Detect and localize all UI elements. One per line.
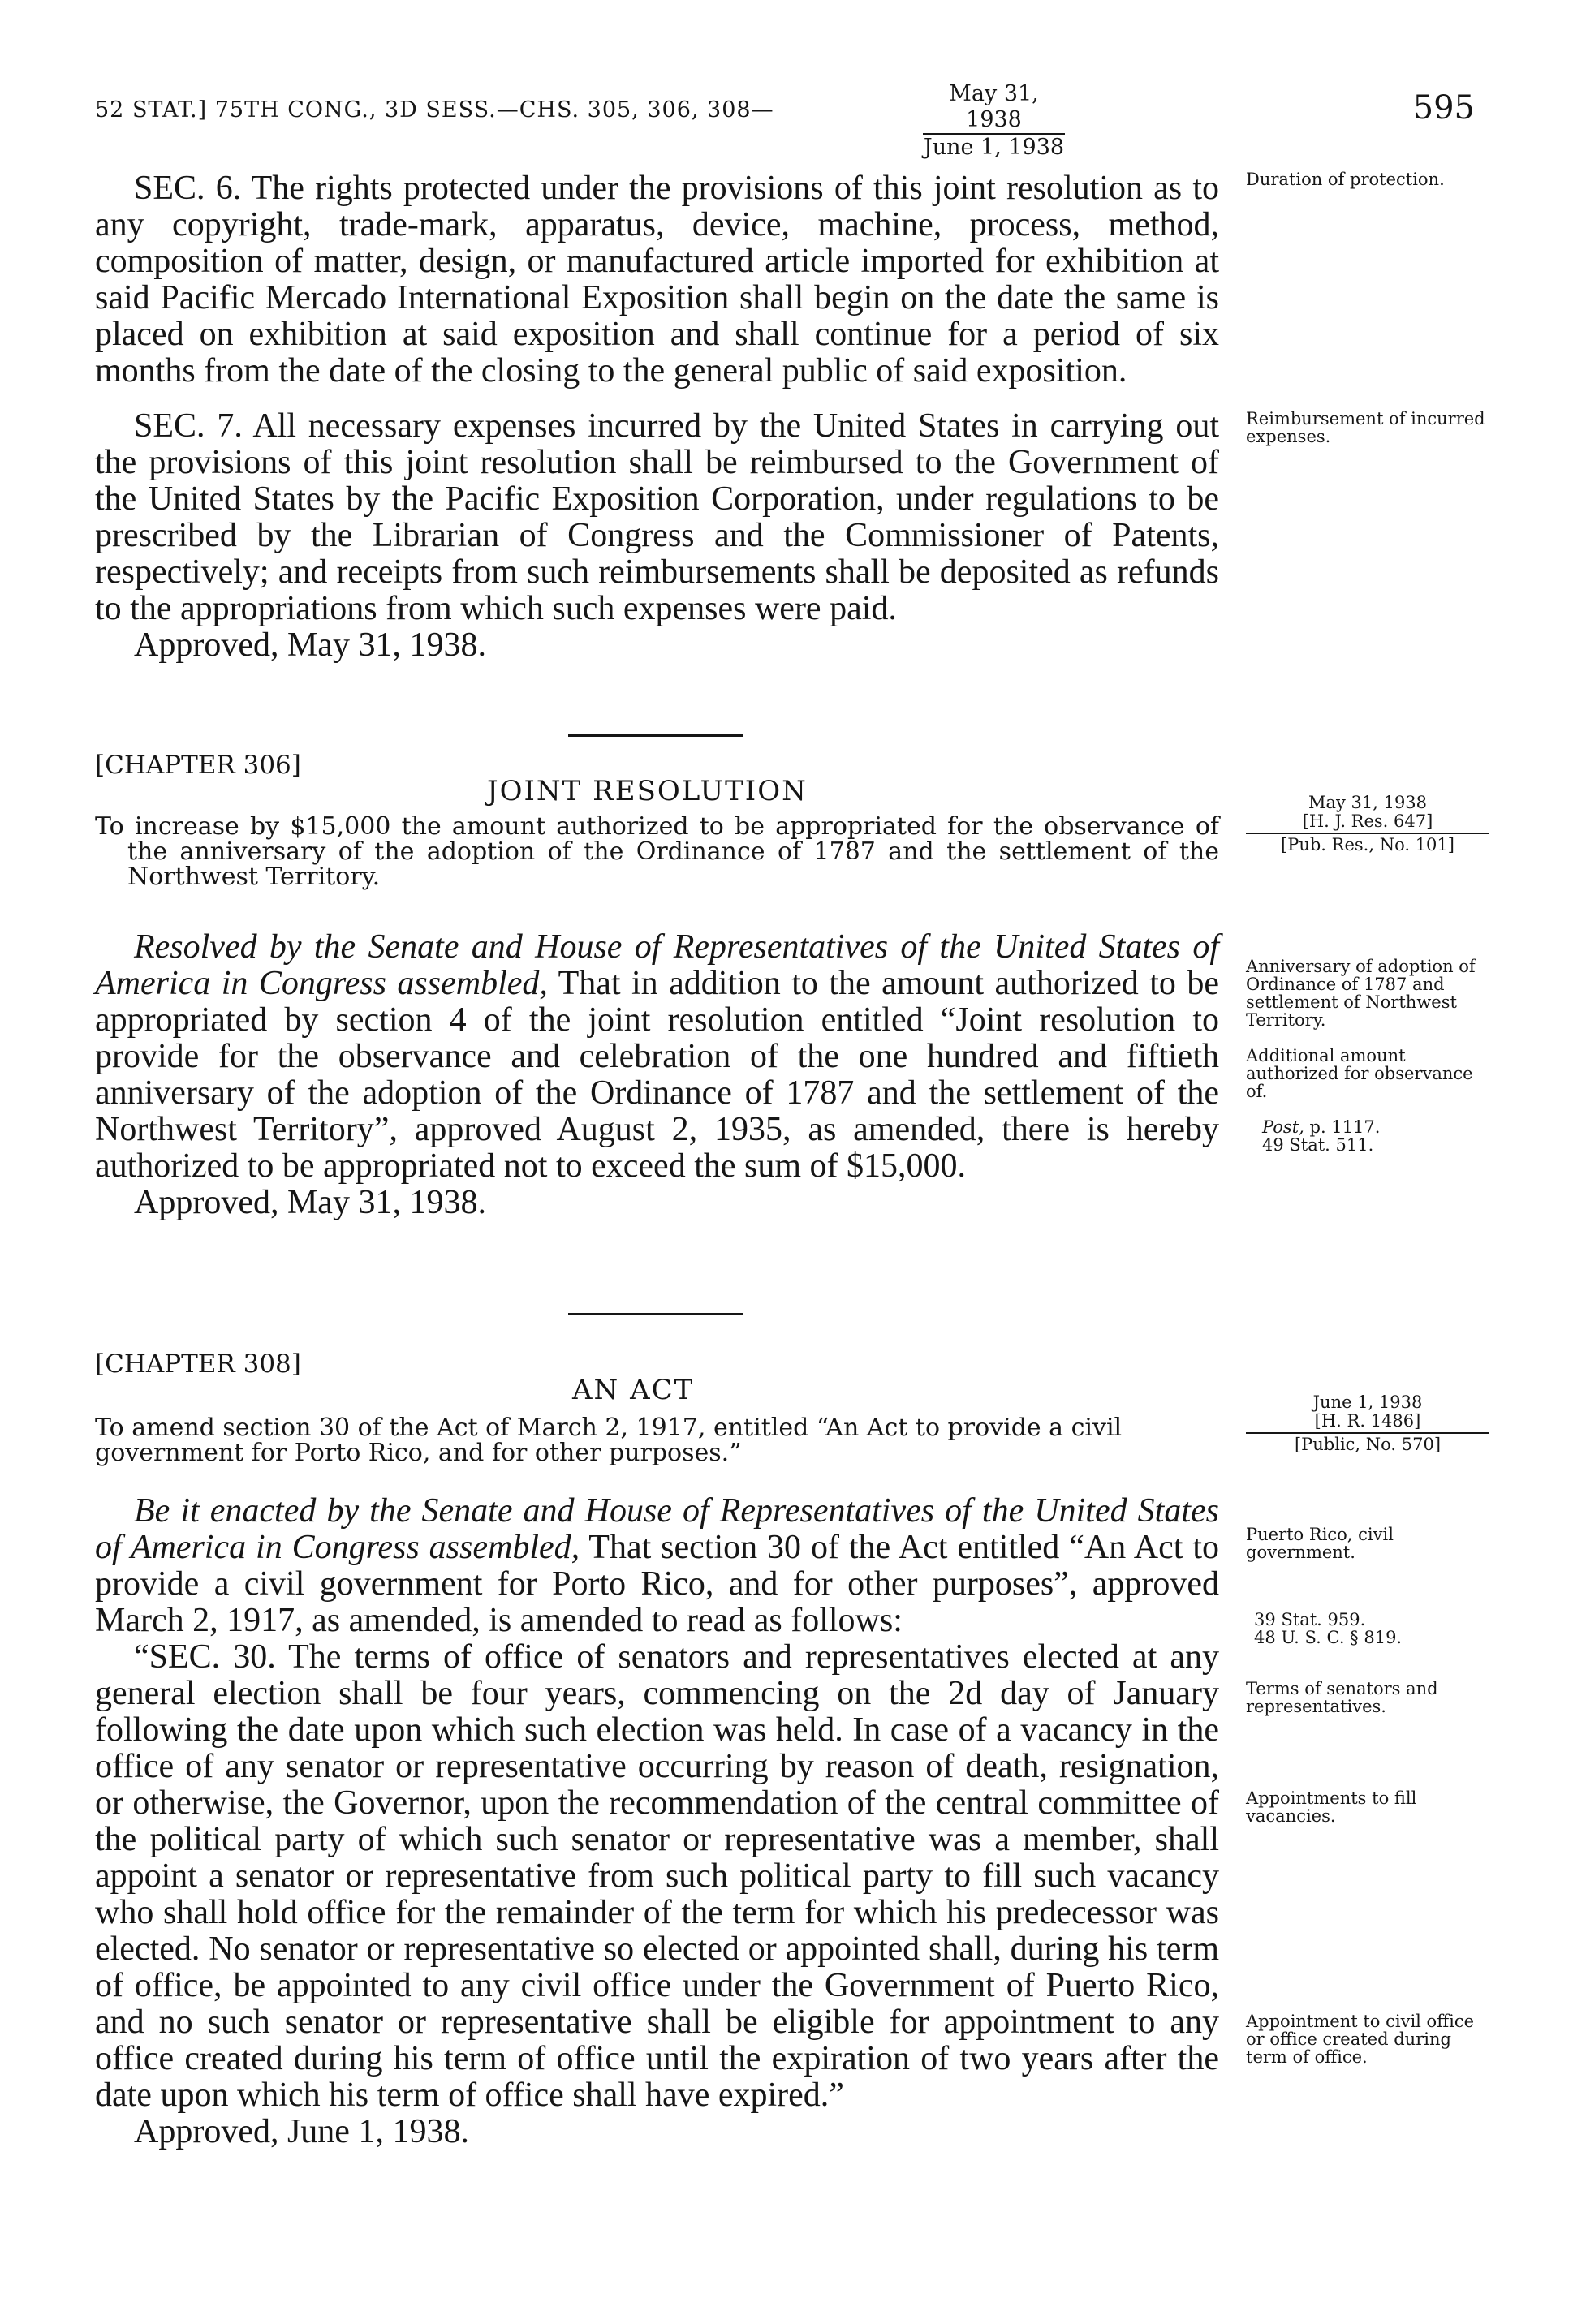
chapter-306-label: [CHAPTER 306] (95, 751, 301, 780)
margin-note-terms: Terms of senators and representatives. (1246, 1679, 1438, 1716)
margin-note-post: Post, p. 1117. (1262, 1117, 1381, 1137)
header-citation: 52 STAT.] 75TH CONG., 3D SESS.—CHS. 305, 306, 308— (95, 97, 774, 123)
enacting-clause: Be it enacted by the Senate and House of Representatives of the United States of America in Congress assembled, (95, 1492, 1219, 1566)
chapter-306-title: JOINT RESOLUTION (487, 775, 808, 807)
chapter-306-date: May 31, 1938 (1308, 793, 1428, 812)
margin-note-additional: Additional amount authorized for observance of. (1246, 1046, 1473, 1101)
chapter-308-label: [CHAPTER 308] (95, 1349, 301, 1379)
header-date-top: May 31, 1938 (923, 81, 1065, 135)
chapter-308-pub: [Public, No. 570] (1294, 1435, 1442, 1454)
chapter-308-bill: [H. R. 1486] (1246, 1412, 1489, 1434)
chapter-308-title: AN ACT (572, 1374, 695, 1406)
approval-line: Approved, May 31, 1938. (134, 626, 486, 664)
approval-line: Approved, June 1, 1938. (134, 2113, 469, 2150)
section-7 (95, 408, 1219, 664)
chapter-306-text: That in addition to the amount authorized to be appropriated by section 4 of the joint resolution entitled “Joint resolution to provide for the observance and celebration of the one hundred and fiftieth anniversary of the adoption of the Ordinance of 1787 and the settlement of the Northwest Territory”, approved August 2, 1935, as amended, there is hereby authorized to be appropriated not to exceed the sum of $15,000. (95, 965, 1219, 1185)
margin-note-stat: 49 Stat. 511. (1262, 1135, 1374, 1155)
chapter-308-summary: To amend section 30 of the Act of March 2, 1917, entitled “An Act to provide a civil government for Porto Rico, and for other purposes.” (95, 1414, 1123, 1467)
header-date-range (923, 81, 1065, 161)
chapter-306-summary: To increase by $15,000 the amount authorized to be appropriated for the observance of the anniversary of the adoption of the Ordinance of 1787 and the settlement of the Northwest Territory. (95, 812, 1219, 891)
approval-line: Approved, May 31, 1938. (134, 1184, 486, 1221)
chapter-306-body (95, 929, 1219, 1221)
chapter-306-bill: [H. J. Res. 647] (1246, 812, 1489, 834)
resolving-clause: Resolved by the Senate and House of Representatives of the United States of America in Congress assembled, (95, 928, 1219, 1002)
margin-note-reimbursement: Reimbursement of incurred expenses. (1246, 409, 1485, 446)
chapter-308-date: June 1, 1938 (1312, 1392, 1423, 1412)
section-divider (568, 734, 743, 737)
section-7-text: SEC. 7. All necessary expenses incurred by the United States in carrying out the provisions of this joint resolution shall be reimbursed to the Government of the United States by the Pacific Exposition Corporation, under regulations to be prescribed by the Librarian of Congress and the Commissioner of Patents, respectively; and receipts from such reimbursements shall be deposited as refunds to the appropriations from which such expenses were paid. (95, 407, 1219, 627)
margin-note-citations: 39 Stat. 959. 48 U. S. C. § 819. (1254, 1610, 1403, 1647)
chapter-308-body (95, 1493, 1219, 2150)
section-30-text: “SEC. 30. The terms of office of senators and representatives elected at any general election shall be four years, commencing on the 2d day of January following the date upon which such election was held. In case of a vacancy in the office of any senator or representative occurring by reason of death, resignation, or otherwise, the Governor, upon the recommendation of the central committee of the political party of which such senator or representative was a member, shall appoint a senator or representative from such political party to fill such vacancy who shall hold office for the remainder of the term for which his predecessor was elected. No senator or representative so elected or appointed shall, during his term of office, be appointed to any civil office under the Government of Puerto Rico, and no such senator or representative shall be eligible for appointment to any office created during his term of office until the expiration of two years after the date upon which his term of office shall have expired.” (95, 1638, 1219, 2114)
margin-note-puerto-rico: Puerto Rico, civil government. (1246, 1525, 1394, 1562)
margin-note-duration: Duration of protection. (1246, 170, 1445, 189)
section-6-text: SEC. 6. The rights protected under the provisions of this joint resolution as to any copyright, trade-mark, apparatus, device, machine, process, method, composition of matter, design, or manufactured article imported for exhibition at said Pacific Mercado International Exposition shall begin on the date the same is placed on exhibition at said exposition and shall continue for a period of six months from the date of the closing to the general public of said exposition. (95, 170, 1219, 389)
chapter-306-pub: [Pub. Res., No. 101] (1281, 835, 1454, 854)
page-number: 595 (1412, 89, 1475, 127)
chapter-308-text: That section 30 of the Act entitled “An Act to provide a civil government for Porto Rico, and for other purposes”, approved March 2, 1917, as amended, is amended to read as follows: (95, 1529, 1220, 1639)
margin-note-appointments: Appointments to fill vacancies. (1246, 1788, 1417, 1826)
section-6 (95, 170, 1219, 389)
chapter-306-side-info (1246, 794, 1489, 854)
header-date-bottom: June 1, 1938 (923, 135, 1065, 160)
running-header (95, 81, 1475, 160)
section-divider (568, 1313, 743, 1315)
margin-note-civil-office: Appointment to civil office or office created during term of office. (1246, 2012, 1475, 2067)
margin-note-anniversary: Anniversary of adoption of Ordinance of 1787 and settlement of Northwest Territory. (1246, 957, 1476, 1030)
chapter-308-side-info (1246, 1393, 1489, 1454)
